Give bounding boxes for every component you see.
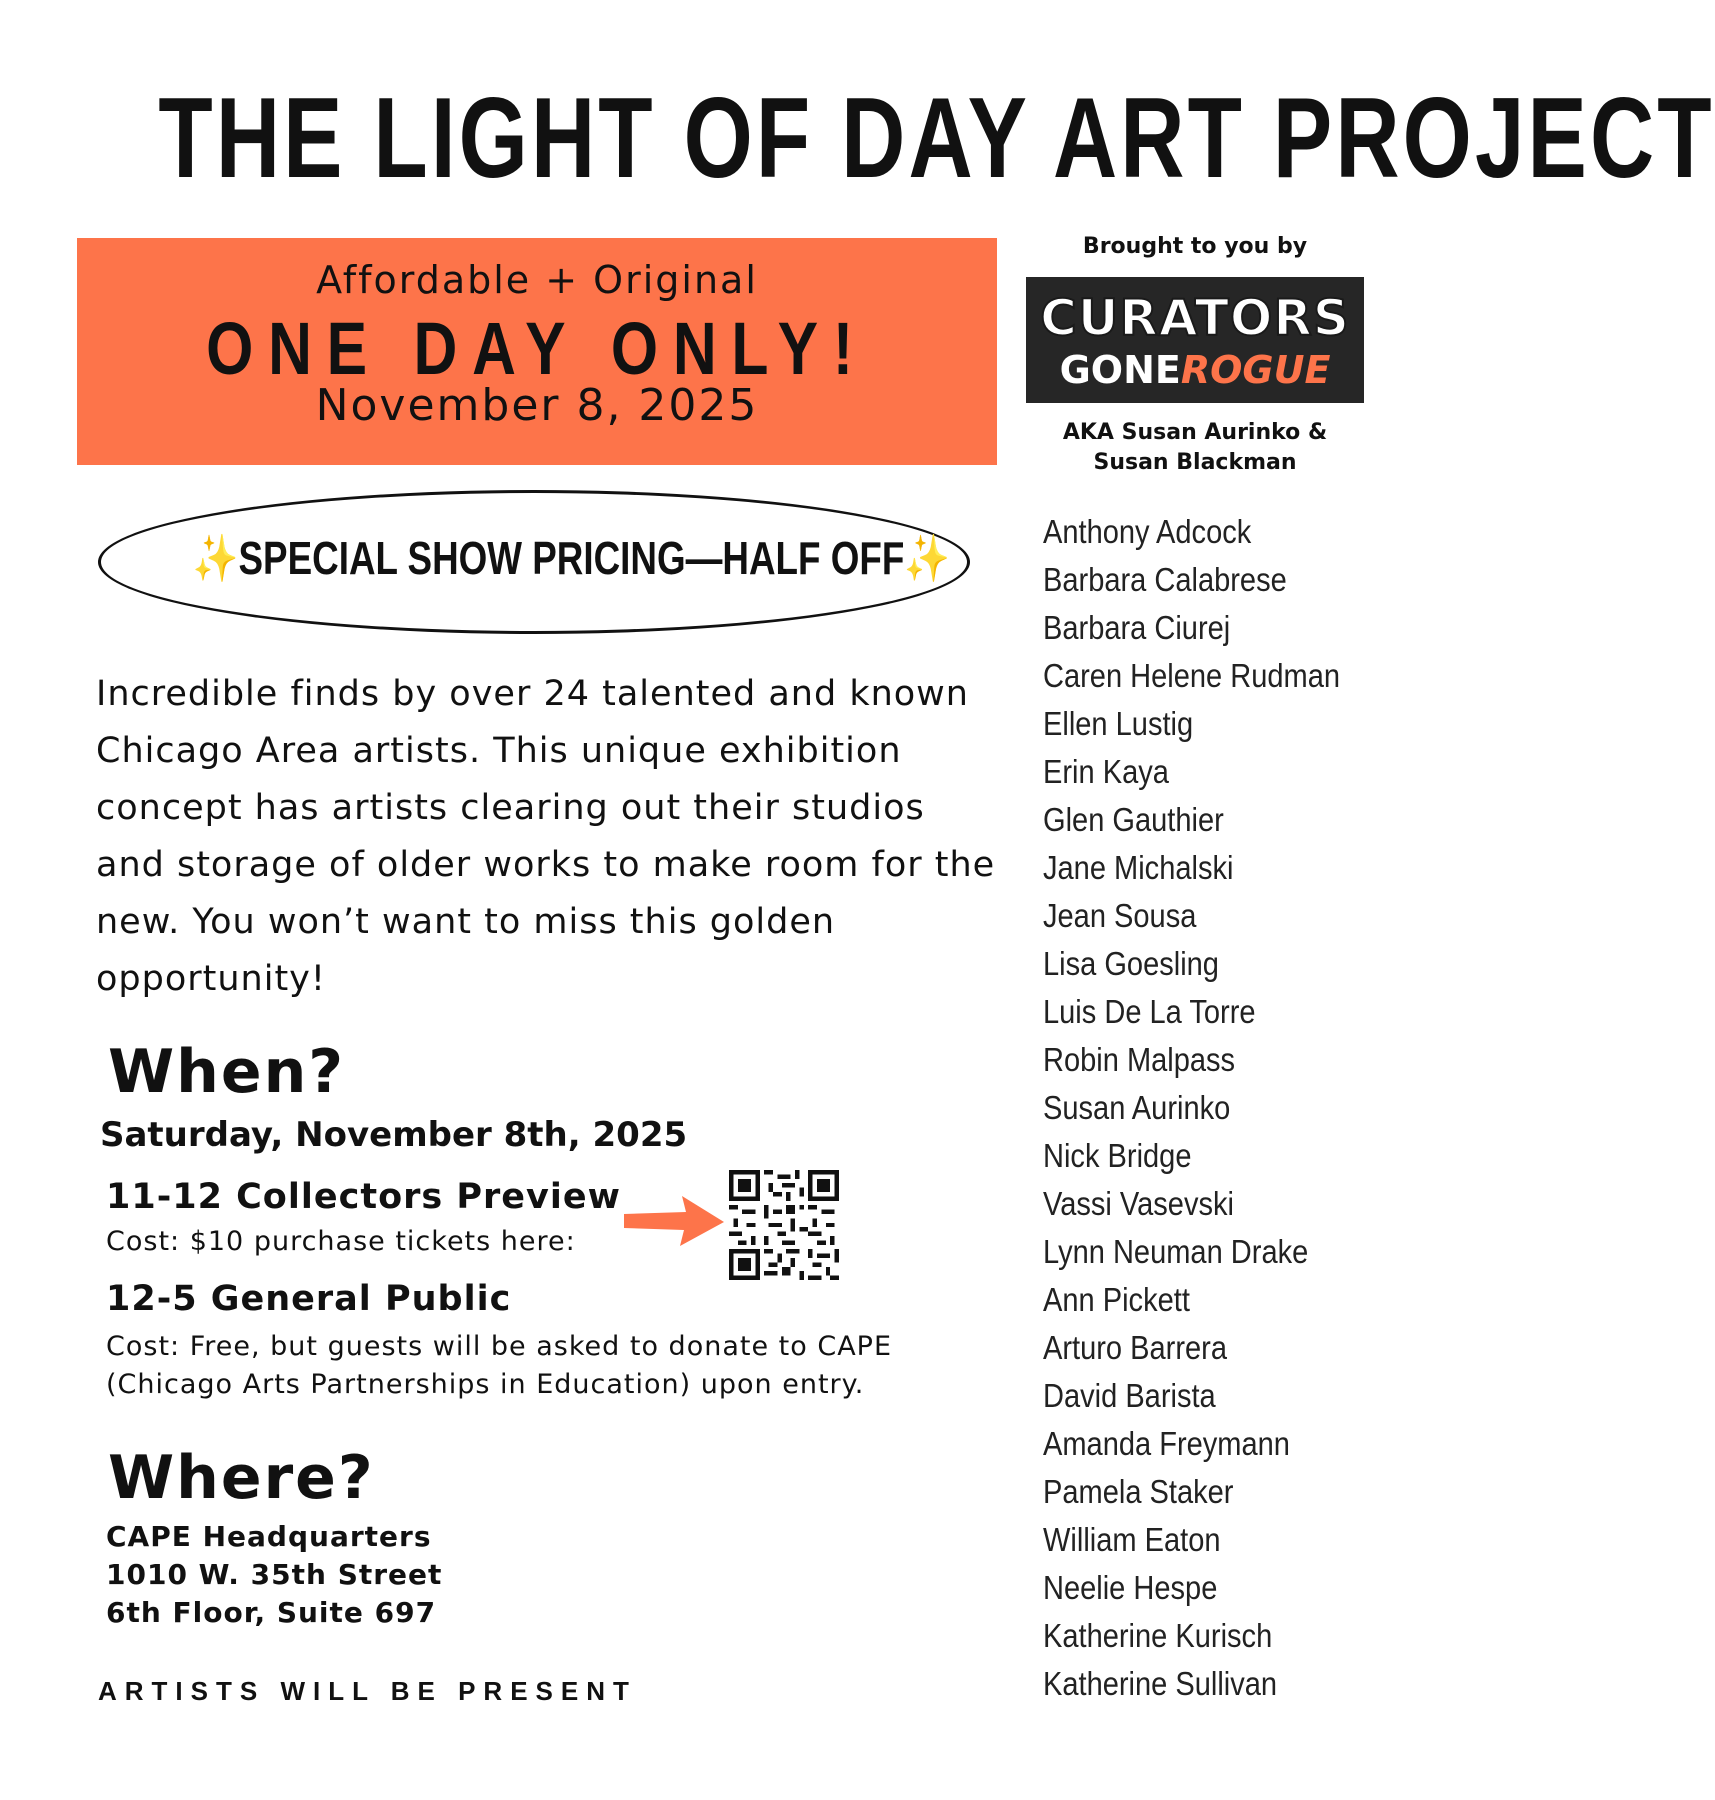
logo-line-curators: CURATORS	[1040, 289, 1350, 347]
banner-headline: ONE DAY ONLY!	[206, 307, 868, 390]
pricing-text: SPECIAL SHOW PRICING—HALF OFF	[238, 532, 905, 584]
brought-to-you-label: Brought to you by	[1082, 234, 1308, 259]
when-heading: When?	[108, 1037, 346, 1107]
artist-name: Ellen Lustig	[1043, 705, 1194, 742]
sparkle-icon: ✨	[904, 532, 951, 584]
event-description: Incredible finds by over 24 talented and known Chicago Area artists. This unique exhibition concept has artists clearing out their studios and storage of older works to make room for the new. You won’t want to miss this golden opportunity!	[96, 674, 996, 999]
artist-name: Anthony Adcock	[1043, 513, 1252, 550]
collectors-preview-title: 11-12 Collectors Preview	[106, 1177, 621, 1217]
artist-name: David Barista	[1043, 1377, 1216, 1414]
general-public-title: 12-5 General Public	[106, 1279, 512, 1319]
artist-name: William Eaton	[1043, 1521, 1221, 1558]
collectors-preview-cost: Cost: $10 purchase tickets here:	[106, 1226, 576, 1257]
artist-name: Neelie Hespe	[1043, 1569, 1218, 1606]
banner-tagline: Affordable + Original	[316, 258, 758, 302]
pricing-callout	[98, 532, 970, 584]
artist-name: Glen Gauthier	[1043, 801, 1224, 838]
artist-name: Barbara Ciurej	[1043, 609, 1231, 646]
sponsor-aka: AKA Susan Aurinko & Susan Blackman	[1062, 420, 1328, 475]
event-banner	[77, 238, 997, 465]
artist-name: Nick Bridge	[1043, 1137, 1192, 1174]
arrow-right-icon	[624, 1192, 724, 1248]
logo-line-gone-rogue	[1026, 348, 1364, 392]
artist-name: Katherine Sullivan	[1043, 1665, 1278, 1702]
artist-name: Luis De La Torre	[1043, 993, 1256, 1030]
venue-name: CAPE Headquarters	[106, 1520, 432, 1553]
logo-word-gone: GONE	[1059, 348, 1181, 392]
page-title: THE LIGHT OF DAY ART PROJECT	[158, 75, 1715, 202]
venue-suite: 6th Floor, Suite 697	[106, 1596, 437, 1629]
artist-name: Jane Michalski	[1043, 849, 1234, 886]
artist-list	[1043, 508, 1403, 1708]
curators-gone-rogue-logo	[1026, 277, 1364, 403]
artist-name: Erin Kaya	[1043, 753, 1169, 790]
artist-name: Robin Malpass	[1043, 1041, 1236, 1078]
general-public-cost: Cost: Free, but guests will be asked to donate to CAPE (Chicago Arts Partnerships in Education) upon entry.	[106, 1331, 893, 1400]
ticket-qr-code[interactable]	[729, 1170, 839, 1280]
artist-name: Ann Pickett	[1043, 1281, 1190, 1318]
logo-word-rogue: ROGUE	[1180, 348, 1331, 392]
artist-name: Lisa Goesling	[1043, 945, 1219, 982]
artist-name: Arturo Barrera	[1043, 1329, 1227, 1366]
artists-present-note: ARTISTS WILL BE PRESENT	[98, 1676, 637, 1706]
banner-date: November 8, 2025	[315, 380, 759, 431]
where-heading: Where?	[108, 1443, 375, 1513]
artist-name: Jean Sousa	[1043, 897, 1197, 934]
artist-name: Amanda Freymann	[1043, 1425, 1290, 1462]
artist-name: Pamela Staker	[1043, 1473, 1234, 1510]
artist-name: Barbara Calabrese	[1043, 561, 1287, 598]
artist-name: Susan Aurinko	[1043, 1089, 1231, 1126]
sparkle-icon: ✨	[192, 532, 239, 584]
artist-name: Caren Helene Rudman	[1043, 657, 1341, 694]
venue-street: 1010 W. 35th Street	[106, 1558, 443, 1591]
venue-address	[106, 1518, 442, 1632]
event-date: Saturday, November 8th, 2025	[100, 1115, 688, 1155]
artist-name: Katherine Kurisch	[1043, 1617, 1273, 1654]
artist-name: Lynn Neuman Drake	[1043, 1233, 1309, 1270]
artist-name: Vassi Vasevski	[1043, 1185, 1234, 1222]
